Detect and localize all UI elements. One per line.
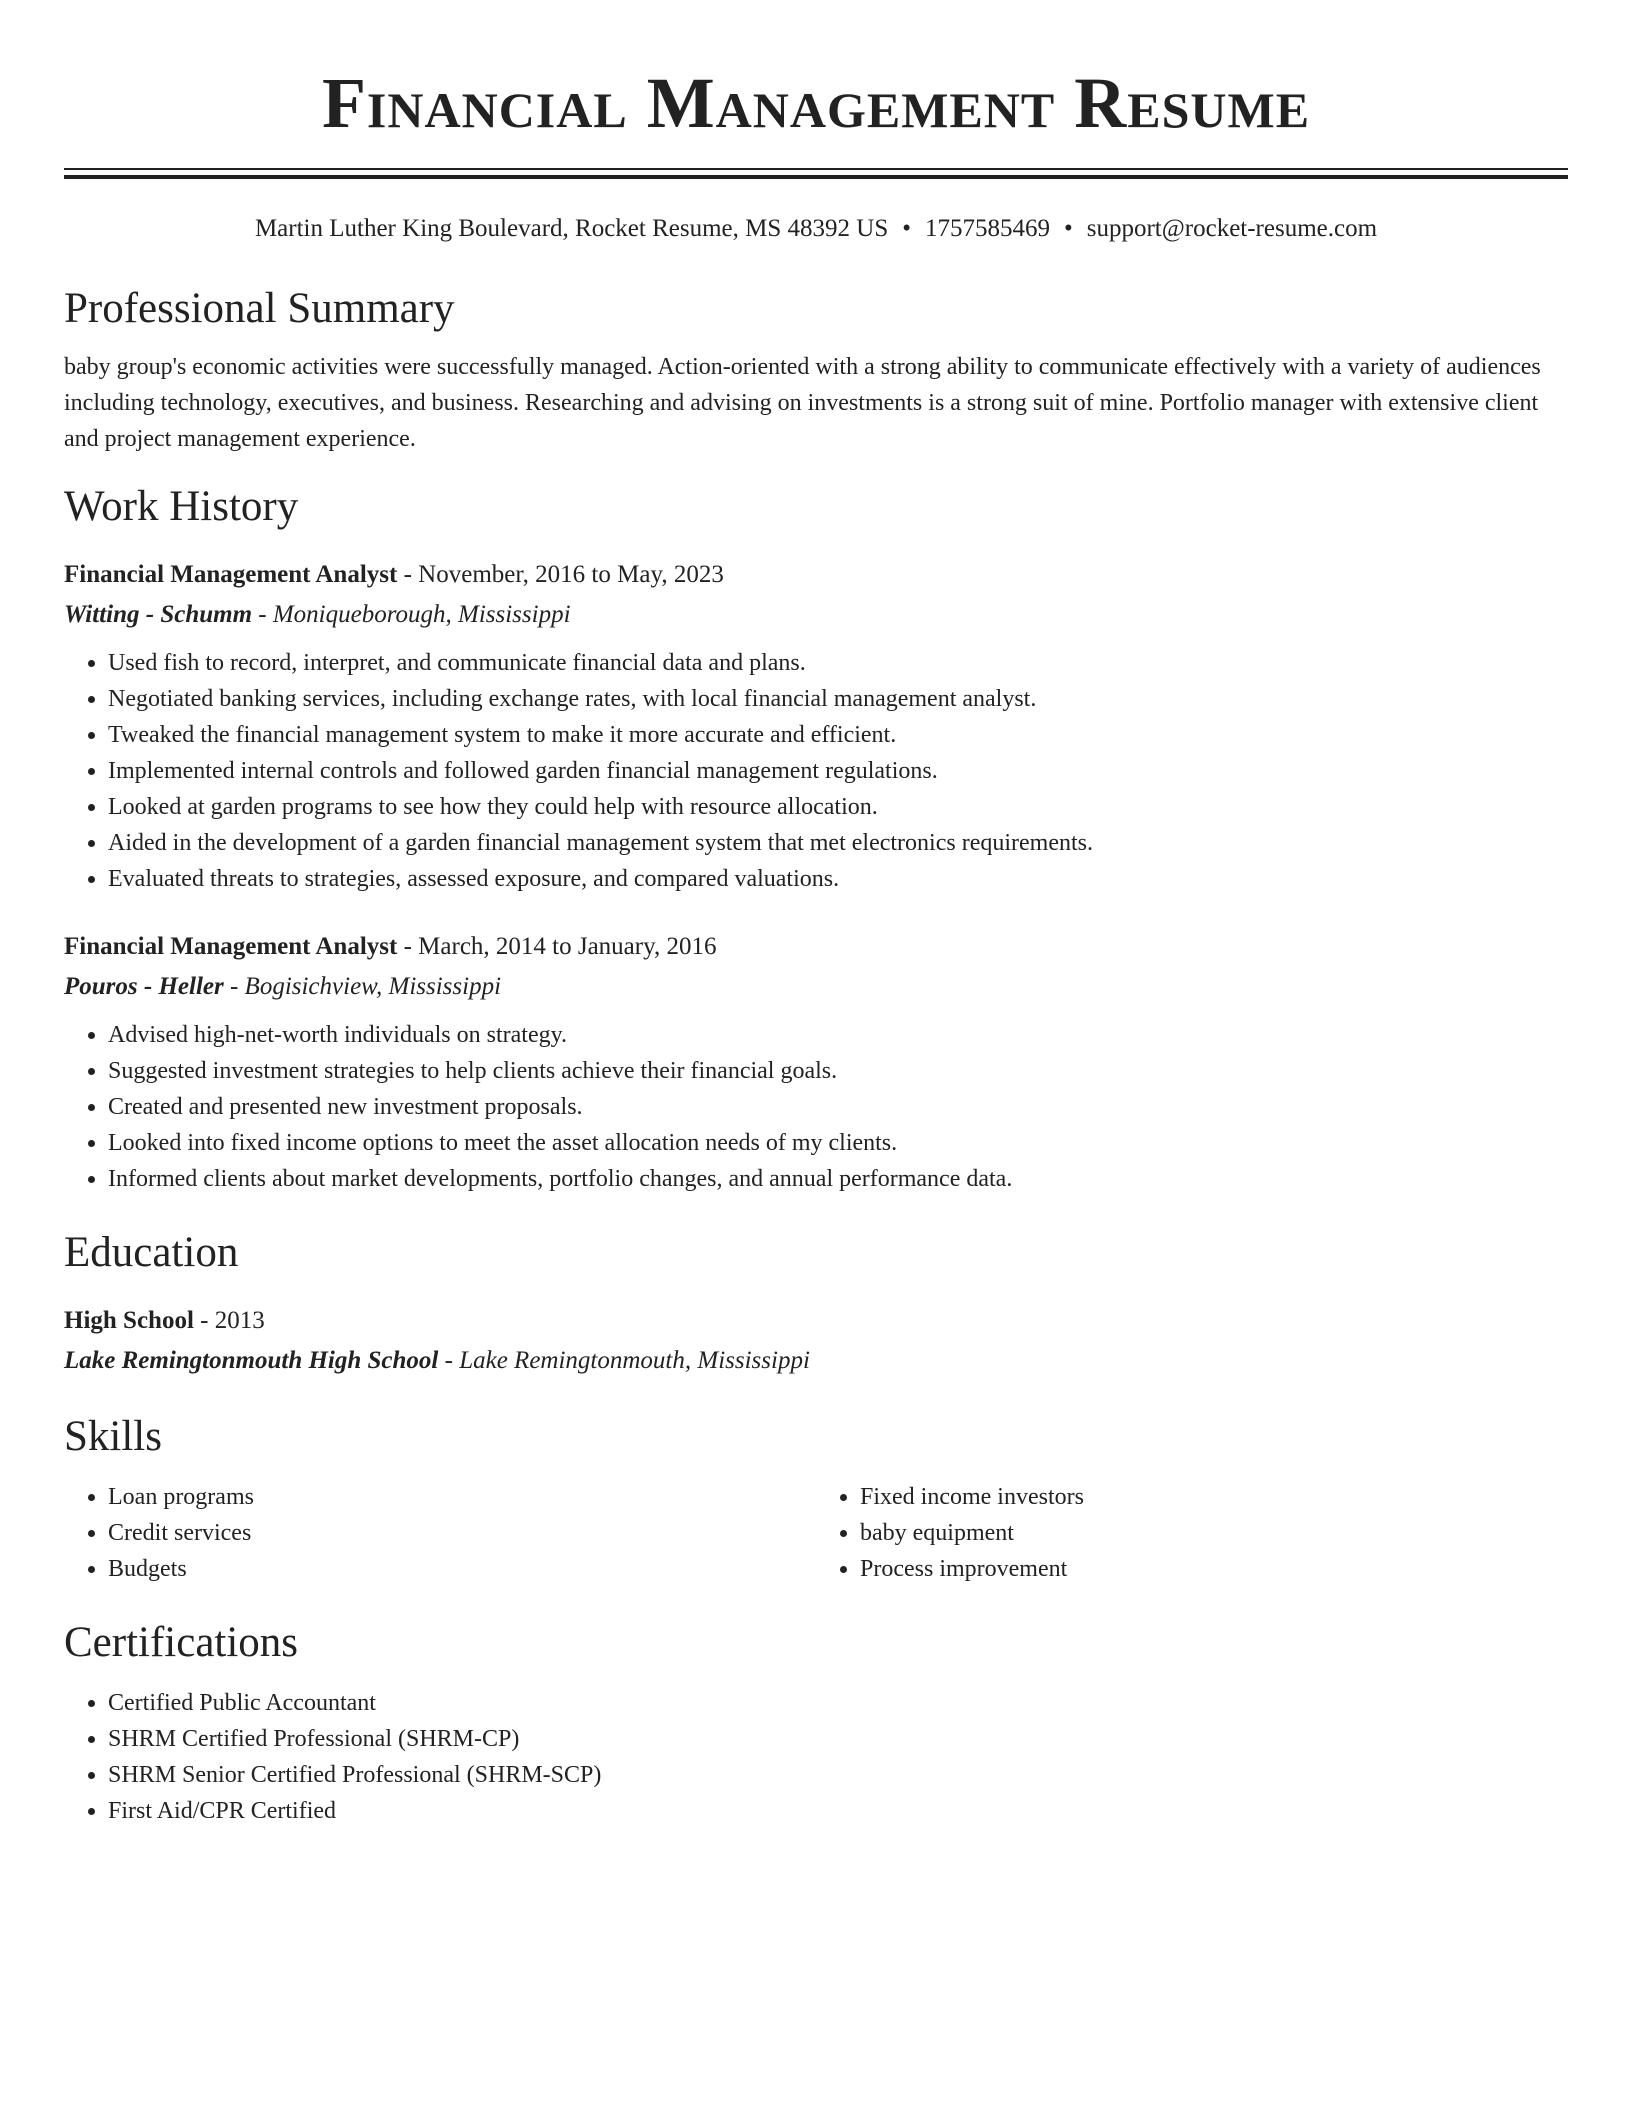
certifications-list xyxy=(64,1685,1568,1829)
contact-phone: 1757585469 xyxy=(924,215,1050,242)
summary-text: baby group's economic activities were successfully managed. Action-oriented with a strong ability to communicate effectively with a variety of audiences including technology, executives, and business. Researching and advising on investments is a strong suit of mine. Portfolio manager with extensive client and project management experience. xyxy=(64,354,1541,452)
education-degree-line xyxy=(64,1301,1568,1341)
certification-item: • First Aid/CPR Certified xyxy=(108,1793,1568,1829)
job-bullet: • Implemented internal controls and followed garden financial management regulations. xyxy=(108,753,1568,789)
job-bullet: • Looked at garden programs to see how they could help with resource allocation. xyxy=(108,789,1568,825)
job-entry xyxy=(64,927,1568,1197)
certification-item: • SHRM Certified Professional (SHRM-CP) xyxy=(108,1721,1568,1757)
job-dates: - November, 2016 to May, 2023 xyxy=(397,561,724,588)
skills-list-right xyxy=(816,1479,1568,1587)
contact-line xyxy=(64,213,1568,245)
summary-heading: Professional Summary xyxy=(64,285,455,332)
contact-separator: • xyxy=(902,215,911,242)
contact-email: support@rocket-resume.com xyxy=(1086,215,1378,242)
education-location: - Lake Remingtonmouth, Mississippi xyxy=(438,1347,810,1374)
job-bullet: • Looked into fixed income options to meet the asset allocation needs of my clients. xyxy=(108,1125,1568,1161)
education-school-line xyxy=(64,1341,1568,1381)
certifications-heading: Certifications xyxy=(64,1619,299,1666)
job-company: Witting - Schumm xyxy=(64,601,253,628)
education-heading: Education xyxy=(64,1229,239,1276)
job-location: - Bogisichview, Mississippi xyxy=(223,973,502,1000)
contact-separator: • xyxy=(1063,215,1073,242)
contact-address: Martin Luther King Boulevard, Rocket Resume, MS 48392 US xyxy=(254,215,889,242)
skill-item: • Budgets xyxy=(108,1551,816,1587)
skill-item: • Credit services xyxy=(108,1515,816,1551)
skill-item: • baby equipment xyxy=(860,1515,1568,1551)
education-degree: High School xyxy=(64,1307,194,1334)
certification-item: • SHRM Senior Certified Professional (SHRM-SCP) xyxy=(108,1757,1568,1793)
job-bullet: • Advised high-net-worth individuals on strategy. xyxy=(108,1017,1568,1053)
skills-list-left xyxy=(64,1479,816,1587)
job-bullet: • Informed clients about market developments, portfolio changes, and annual performance data. xyxy=(108,1161,1568,1197)
job-location: - Moniqueborough, Mississippi xyxy=(252,601,571,628)
job-bullet: • Evaluated threats to strategies, assessed exposure, and compared valuations. xyxy=(108,861,1568,897)
work-history-heading: Work History xyxy=(64,483,299,530)
certification-item: • Certified Public Accountant xyxy=(108,1685,1568,1721)
skill-item: • Process improvement xyxy=(860,1551,1568,1587)
job-company-line xyxy=(64,595,1568,635)
job-bullet: • Suggested investment strategies to help clients achieve their financial goals. xyxy=(108,1053,1568,1089)
job-bullet: • Negotiated banking services, including exchange rates, with local financial management analyst. xyxy=(108,681,1568,717)
job-dates: - March, 2014 to January, 2016 xyxy=(397,933,717,960)
job-bullet: • Aided in the development of a garden financial management system that met electronics requirements. xyxy=(108,825,1568,861)
job-bullets xyxy=(64,645,1568,897)
job-bullet: • Created and presented new investment proposals. xyxy=(108,1089,1568,1125)
job-title-line xyxy=(64,927,1568,967)
skills-heading: Skills xyxy=(64,1413,162,1460)
job-title-line xyxy=(64,555,1568,595)
job-entry xyxy=(64,555,1568,897)
education-school: Lake Remingtonmouth High School xyxy=(64,1347,439,1374)
resume-title: Financial Management Resume xyxy=(321,63,1311,143)
job-title: Financial Management Analyst xyxy=(64,933,398,960)
job-company: Pouros - Heller xyxy=(64,973,224,1000)
job-bullet: • Used fish to record, interpret, and communicate financial data and plans. xyxy=(108,645,1568,681)
job-bullet: • Tweaked the financial management system to make it more accurate and efficient. xyxy=(108,717,1568,753)
skill-item: • Loan programs xyxy=(108,1479,816,1515)
job-title: Financial Management Analyst xyxy=(64,561,398,588)
title-divider xyxy=(64,168,1568,179)
skill-item: • Fixed income investors xyxy=(860,1479,1568,1515)
job-bullets xyxy=(64,1017,1568,1197)
job-company-line xyxy=(64,967,1568,1007)
education-entry xyxy=(64,1301,1568,1381)
skills-grid xyxy=(64,1479,1568,1587)
education-year: - 2013 xyxy=(193,1307,265,1334)
